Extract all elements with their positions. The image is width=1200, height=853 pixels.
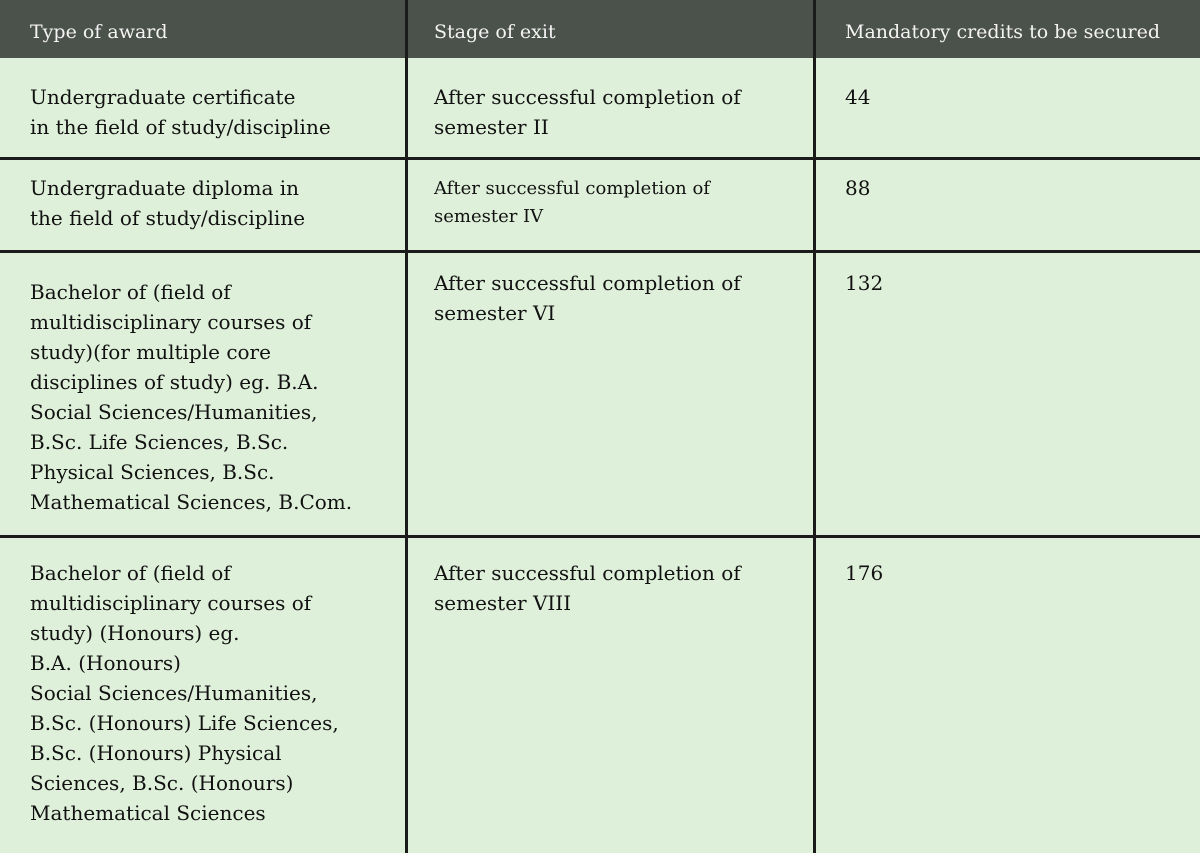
stage-cell: After successful completion of semester IV [434,178,710,227]
column-divider [813,0,816,853]
column-divider [405,0,408,853]
award-cell: Undergraduate diploma in the field of study/discipline [30,176,306,230]
stage-cell: After successful completion of semester VI [434,271,741,325]
row-divider [0,250,1200,253]
header-stage-of-exit: Stage of exit [434,21,556,43]
header-mandatory-credits: Mandatory credits to be secured [845,21,1160,43]
award-cell: Undergraduate certificate in the field of study/discipline [30,85,331,139]
header-type-of-award: Type of award [30,21,168,43]
stage-cell: After successful completion of semester VIII [434,561,741,615]
table-row [0,160,1200,250]
table-row [0,253,1200,535]
credits-cell: 176 [845,561,884,585]
credits-cell: 44 [845,85,871,109]
row-divider [0,157,1200,160]
award-cell: Bachelor of (field of multidisciplinary courses of study)(for multiple core disciplines of study) eg. B.A. Social Sciences/Humanities, B.Sc. Life Sciences, B.Sc. Physical Sciences, B.Sc. Mathematical Sciences, B.Com. [30,280,353,514]
stage-cell: After successful completion of semester II [434,85,741,139]
row-divider [0,535,1200,538]
table-row [0,538,1200,853]
table-row [0,58,1200,157]
credits-cell: 132 [845,271,884,295]
credits-cell: 88 [845,176,871,200]
award-cell: Bachelor of (field of multidisciplinary courses of study) (Honours) eg. B.A. (Honours) Social Sciences/Humanities, B.Sc. (Honours) Life Sciences, B.Sc. (Honours) Physical Sciences, B.Sc. (Honours) Mathematical Sciences [30,561,339,825]
table-header [0,0,1200,58]
